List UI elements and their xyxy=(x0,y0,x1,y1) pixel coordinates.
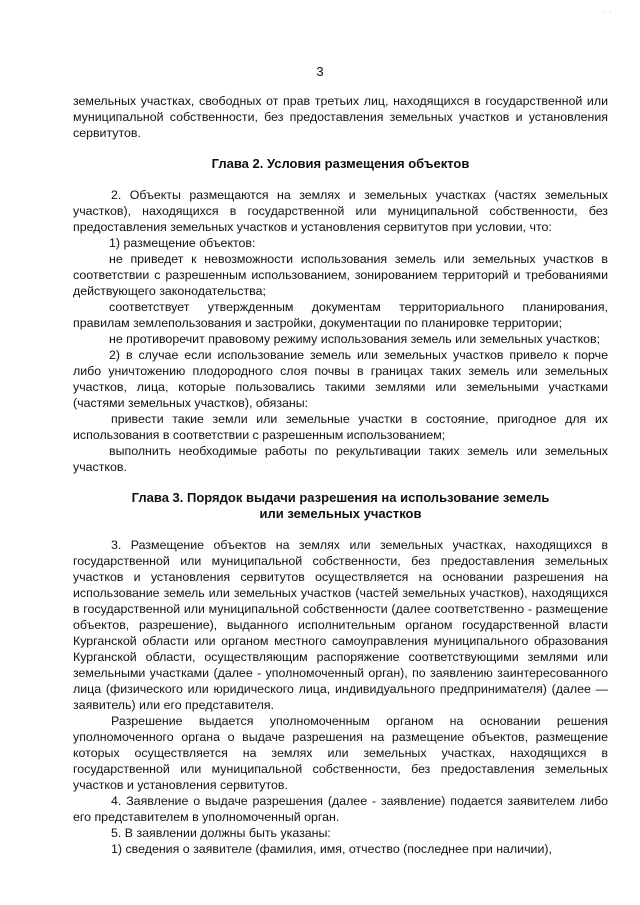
intro-paragraph: земельных участках, свободных от прав третьих лиц, находящихся в государственной или муниципальной собственности, без предоставления земельных участков и установления сервитутов. xyxy=(73,94,608,140)
chapter-3-title-line-1: Глава 3. Порядок выдачи разрешения на использование земель xyxy=(131,490,550,505)
chapter-3-paragraph: Разрешение выдается уполномоченным органом на основании решения уполномоченного органа о выдаче разрешения на размещение объектов, размещение которых осуществляется на землях или земельных участках, находящихся в государственной или муниципальной собственности, без предоставления земельных участков и установления сервитутов. xyxy=(73,714,608,792)
chapter-3-title-line-2: или земельных участков xyxy=(259,506,422,521)
chapter-3-paragraph: 1) сведения о заявителе (фамилия, имя, отчество (последнее при наличии), xyxy=(111,842,552,856)
document-body xyxy=(73,93,608,857)
page-number: 3 xyxy=(316,64,324,79)
corner-mark: · · xyxy=(603,6,612,16)
chapter-2-paragraph: выполнить необходимые работы по рекультивации таких земель или земельных участков. xyxy=(73,444,608,474)
chapter-3-paragraph: 3. Размещение объектов на землях или земельных участках, находящихся в государственной или муниципальной собственности, без предоставления земельных участков и установления сервитутов осуществляется на основании разрешения на использование земель или земельных участков (частей земельных участков), находящихся в государственной или муниципальной собственности (далее соответственно - размещение объектов, разрешение), выданного исполнительным органом государственной власти Курганской области или органом местного самоуправления муниципального образования Курганской области, осуществляющим распоряжение соответствующими землями или земельными участками (далее - уполномоченный орган), по заявлению заинтересованного лица (физического или юридического лица, индивидуального предпринимателя) (далее — заявитель) или его представителя. xyxy=(73,538,608,712)
chapter-3-title xyxy=(73,490,608,522)
chapter-2-paragraph: соответствует утвержденным документам территориального планирования, правилам землепользования и застройки, документации по планировке территории; xyxy=(73,300,608,330)
chapter-3-paragraph: 5. В заявлении должны быть указаны: xyxy=(111,826,331,840)
chapter-2-paragraph: 2. Объекты размещаются на землях и земельных участках (частях земельных участков), находящихся в государственной или муниципальной собственности, без предоставления земельных участков и установления сервитутов при условии, что: xyxy=(73,188,608,234)
chapter-2-paragraph: 1) размещение объектов: xyxy=(109,236,256,250)
chapter-2-paragraph: не приведет к невозможности использования земель или земельных участков в соответствии с разрешенным использованием, зонированием территорий и требованиями действующего законодательства; xyxy=(73,252,608,298)
chapter-2-paragraph: 2) в случае если использование земель или земельных участков привело к порче либо уничтожению плодородного слоя почвы в границах таких земель или земельных участков, лица, которые пользовались такими землями или земельными участками (частями земельных участков), обязаны: xyxy=(73,348,608,410)
chapter-2-title: Глава 2. Условия размещения объектов xyxy=(211,156,470,171)
chapter-3-paragraph: 4. Заявление о выдаче разрешения (далее - заявление) подается заявителем либо его представителем в уполномоченный орган. xyxy=(73,794,608,824)
chapter-2-paragraph: не противоречит правовому режиму использования земель или земельных участков; xyxy=(109,332,601,346)
chapter-2-paragraph: привести такие земли или земельные участки в состояние, пригодное для их использования в соответствии с разрешенным использованием; xyxy=(73,412,608,442)
